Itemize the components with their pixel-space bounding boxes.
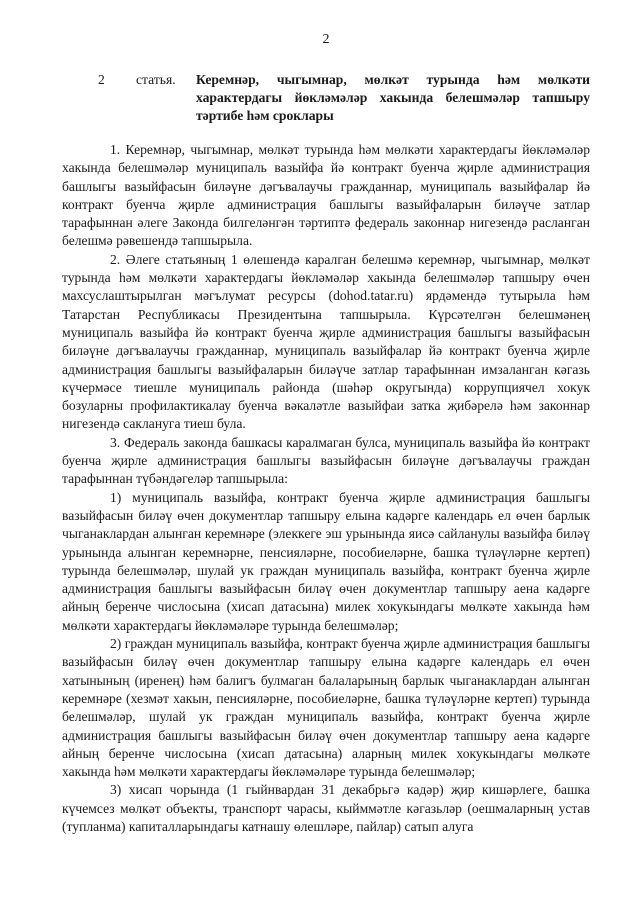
article-body	[62, 141, 590, 836]
list-item-3: 3) хисап чорында (1 гыйнвардан 31 декабрьгә кадәр) җир кишәрлеге, башка күчемсез мөлкәт объекты, транспорт чарасы, кыйммәтле кәгазьләр (оешмаларның устав (тупланма) капиталларындагы катнашу өлешләре, пайлар) сатып алуга	[62, 782, 590, 834]
article-label: статья.	[136, 72, 176, 87]
article-title: Керемнәр, чыгымнар, мөлкәт турында һәм мөлкәти характердагы йөкләмәләр хакында белешмәләр тапшыру тәртибе һәм срoклары	[196, 72, 590, 123]
list-item-2: 2) граждан муниципаль вазыйфа, контракт буенча җирле администрация башлыгы вазыйфасын биләү өчен документлар тапшыру елына кадәрге календарь ел өчен хатынының (иренең) һәм балигъ булмаган балаларының барлык чыганаклардан алынган керемнәре (хезмәт хакын, пенсияләрне, пособиеләрне, башка түләүләрне кертеп) турында белешмәләр, шулай ук граждан муниципаль вазыйфа, контракт буенча җирле администрация башлыгы вазыйфасын биләү өчен документлар тапшыру аена кадәрге айның беренче числосына (хисап датасына) аларның милек хокукындагы мөлкәте хакында һәм мөлкәти характердагы йөкләмәләре турында белешмәләр;	[62, 636, 590, 780]
article-heading	[62, 71, 590, 125]
paragraph-1: 1. Керемнәр, чыгымнар, мөлкәт турында һәм мөлкәти характердагы йөкләмәләр хакында белешмәләр муниципаль вазыйфа йә контракт буенча җирле администрация башлыгы вазыйфасын биләүне дәгъвалаучы гражданнар, муниципаль вазыйфалар йә контракт буенча җирле администрация башлыгы вазыйфаларын биләүче затлар тарафыннан әлеге Законда билгеләнгән тәртиптә федераль законнар нигезендә расланган белешмә рәвешендә тапшырыла.	[62, 142, 590, 249]
paragraph-3: 3. Федераль законда башкасы каралмаган булса, муниципаль вазыйфа йә контракт буенча җирле администрация башлыгы вазыйфасын биләүне дәгъвалаучы граждан тарафыннан түбәндәгеләр тапшырыла:	[62, 434, 590, 487]
paragraph-2: 2. Әлеге статьяның 1 өлешендә каралган белешмә керемнәр, чыгымнар, мөлкәт турында һәм мөлкәти характердагы йөкләмәләр хакында белешмәләр тапшыру өчен махсуслаштырылган мәгълумат ресурсы (dohod.tatar.ru) ярдәмендә тутырыла һәм Татарстан Республикасы Президентына тапшырыла. Күрсәтелгән белешмәнең муниципаль вазыйфа йә контракт буенча җирле администрация башлыгы вазыйфасын биләүне дәгъвалаучы гражданнар, муниципаль вазыйфалар йә контракт буенча җирле администрация башлыгы вазыйфаларын биләүче затлар тарафыннан имзаланган кәгазь күчермәсе тиешле муниципаль районда (шәһәр округында) коррупциячел хокук бозуларны профилактикалау буенча вәкаләтле вазыйфаи затка җибәрелә һәм законнар нигезендә саклануга тиеш була.	[62, 251, 590, 432]
page-number: 2	[322, 32, 330, 47]
list-item-1: 1) муниципаль вазыйфа, контракт буенча җирле администрация башлыгы вазыйфасын биләү өчен документлар тапшыру елына кадәрге календарь ел өчен барлык чыганаклардан алынган керемнәре (элеккеге эш урынында яисә сайланулы вазыйфа биләү урынында алынган керемнәрне, пенсияләрне, пособиеләрне, башка түләүләрне кертеп) турында белешмәләр, шулай ук граждан муниципаль вазыйфа, контракт буенча җирле администрация башлыгы вазыйфасын биләү өчен документлар тапшыру аена кадәрге айның беренче числосына (хисап датасына) милек хокукындагы мөлкәте хакында һәм мөлкәти характердагы йөкләмәләре турында белешмәләр;	[62, 489, 590, 633]
article-number: 2	[98, 72, 105, 87]
